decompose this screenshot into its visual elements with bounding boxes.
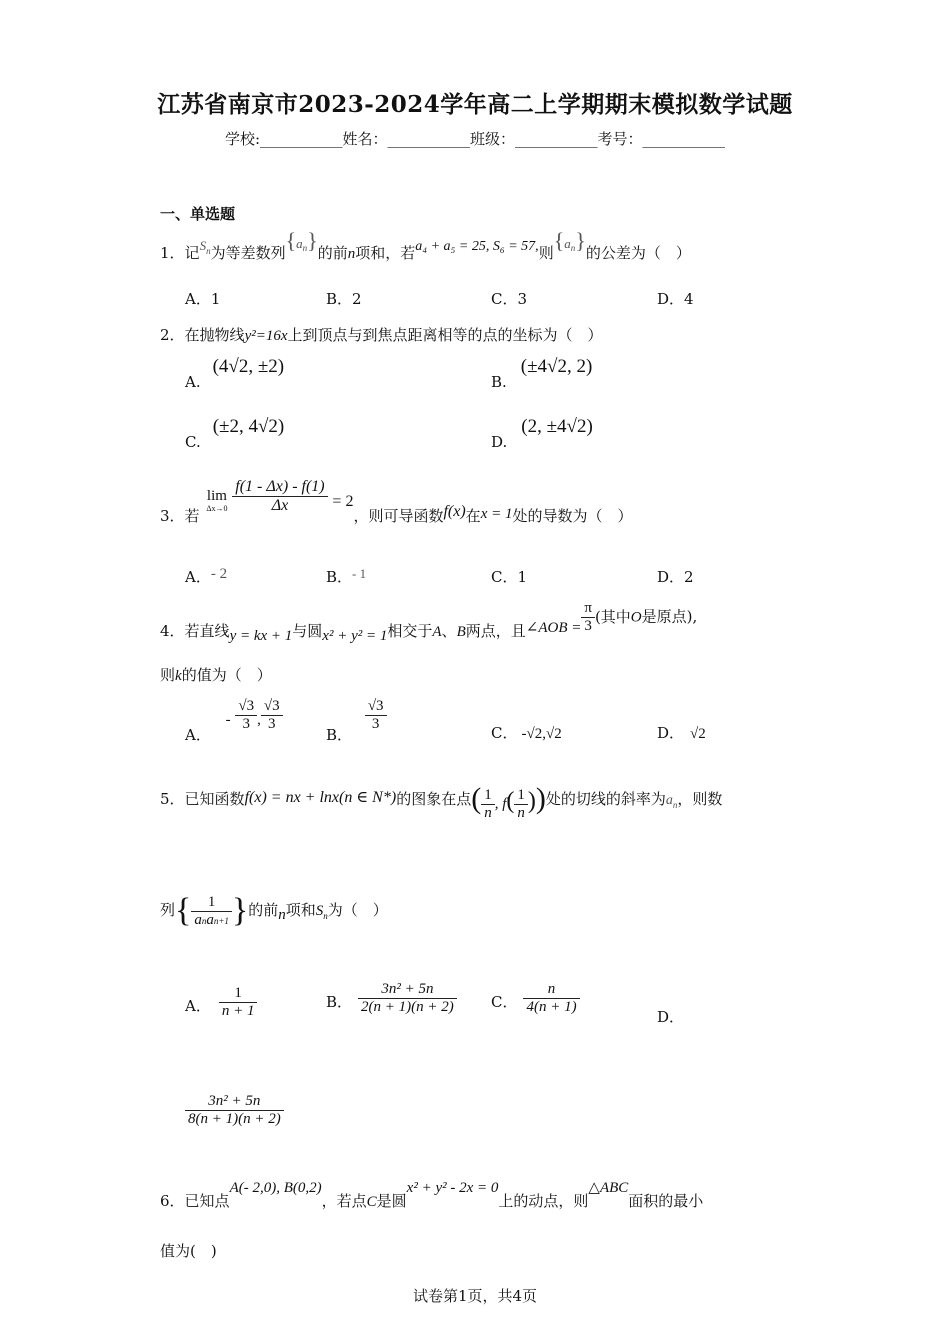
option-c[interactable]: C． $\frac{n}{4(n + 1)}$ bbox=[491, 981, 580, 1016]
question-5-continued: 列{ $\frac{1}{\text{anan+1}}$ }的前n项和$S_n$为（ ） bbox=[160, 892, 388, 929]
option-a-value: (4√2, ±2) bbox=[212, 356, 285, 377]
question-1: 1．记$S^n$为等差数列$\{a^n\}$的前n项和，若a₄ + a₅ = 25, S₆ = 57,则$\{a^n\}$的公差为（ ） bbox=[160, 228, 691, 262]
option-b-value: (±4√2, 2) bbox=[520, 356, 593, 377]
circle-equation: x² + y² - 2x = 0 bbox=[406, 1180, 499, 1196]
option-d[interactable]: D． √2 bbox=[657, 724, 706, 742]
option-c[interactable]: C．1 bbox=[491, 568, 528, 586]
option-a[interactable]: A． - $\frac{√3}{3}$ , $\frac{√3}{3}$ bbox=[185, 698, 283, 733]
option-c[interactable]: C． -√2,√2 bbox=[491, 724, 562, 742]
option-b[interactable]: B．- 1 bbox=[326, 566, 367, 586]
section-heading: 一、单选题 bbox=[160, 205, 236, 223]
option-d[interactable]: D．4 bbox=[657, 290, 694, 308]
page-footer: 试卷第1页，共4页 bbox=[412, 1287, 538, 1305]
option-d-value: $\frac{\text{3n² + 5n}}{8(n + 1)(n + 2)}$ bbox=[185, 1093, 284, 1128]
question-2: 2．在抛物线y²=16x上到顶点与到焦点距离相等的点的坐标为（ ） bbox=[160, 326, 603, 344]
option-d[interactable]: D．2 bbox=[657, 568, 694, 586]
option-d[interactable]: D． bbox=[657, 1008, 685, 1026]
question-4-continued: 则k的值为（ ） bbox=[160, 666, 272, 684]
option-a[interactable]: A． $\frac{1}{n + 1}$ bbox=[185, 985, 257, 1020]
angle-fraction: $\frac{\pi}{3}$ bbox=[581, 600, 595, 635]
option-d-value: (2, ±4√2) bbox=[521, 416, 593, 437]
option-b[interactable]: B．2 bbox=[326, 290, 362, 308]
question-number: 4． bbox=[160, 621, 185, 640]
option-b[interactable]: B.(±4√2, 2) bbox=[491, 356, 593, 391]
option-c[interactable]: C．3 bbox=[491, 290, 528, 308]
circle-equation: x² + y² = 1 bbox=[322, 627, 388, 644]
question-number: 5． bbox=[160, 790, 185, 808]
points-ab: A(- 2,0), B(0,2) bbox=[229, 1180, 322, 1196]
question-6-continued: 值为( ) bbox=[160, 1242, 217, 1260]
question-number: 6． bbox=[160, 1192, 185, 1210]
parabola-equation: y²=16x bbox=[244, 328, 288, 344]
question-4: 4．若直线y = kx + 1与圆x² + y² = 1相交于A、B两点，且∠AOB = $\frac{\pi}{3}$ (其中O是原点), bbox=[160, 600, 698, 644]
student-info-line: 学校:___________姓名：___________班级：___________考号：___________ bbox=[224, 130, 726, 148]
question-5: 5．已知函数f(x) = nx + lnx(n ∈ N*)的图象在点( $\frac{1}{n}$ , f( $\frac{1}{n}$ ))处的切线的斜率为an，则数 bbox=[160, 782, 723, 821]
limit-operator: lim Δx→0 bbox=[206, 488, 228, 513]
question-number: 2． bbox=[160, 326, 185, 344]
option-c[interactable]: C.(±2, 4√2) bbox=[185, 416, 285, 451]
option-a[interactable]: A.(4√2, ±2) bbox=[185, 356, 285, 391]
question-number: 1． bbox=[160, 244, 185, 262]
option-a[interactable]: A．1 bbox=[185, 290, 221, 308]
triangle-abc: △ABC bbox=[588, 1180, 629, 1196]
option-b[interactable]: B． $\frac{\text{3n² + 5n}}{2(n + 1)(n + 2)}$ bbox=[326, 981, 457, 1016]
option-b[interactable]: B． $\frac{√3}{3}$ bbox=[326, 698, 387, 733]
condition-formula: a₄ + a₅ = 25, S₆ = 57, bbox=[415, 239, 539, 254]
option-a[interactable]: A．- 2 bbox=[185, 566, 228, 586]
exam-title: 江苏省南京市2023-2024学年高二上学期期末模拟数学试题 bbox=[157, 91, 793, 118]
option-d[interactable]: D.(2, ±4√2) bbox=[491, 416, 593, 451]
question-number: 3． bbox=[160, 507, 185, 525]
line-equation: y = kx + 1 bbox=[229, 627, 293, 644]
function-definition: f(x) = nx + lnx(n ∈ N*) bbox=[244, 789, 397, 806]
option-c-value: (±2, 4√2) bbox=[212, 416, 285, 437]
limit-fraction: $\frac{f(1 - \Delta x) - f(1)}{\Delta x}$ bbox=[232, 478, 327, 515]
question-6: 6．已知点A(- 2,0), B(0,2)，若点C是圆x² + y² - 2x = 0上的动点，则△ABC面积的最小 bbox=[160, 1180, 704, 1210]
question-3: 3．若 lim Δx→0 $\frac{f(1 - \Delta x) - f(1)}{\Delta x}$ = 2，则可导函数f(x)在x = 1处的导数为（ ） bbox=[160, 478, 633, 525]
